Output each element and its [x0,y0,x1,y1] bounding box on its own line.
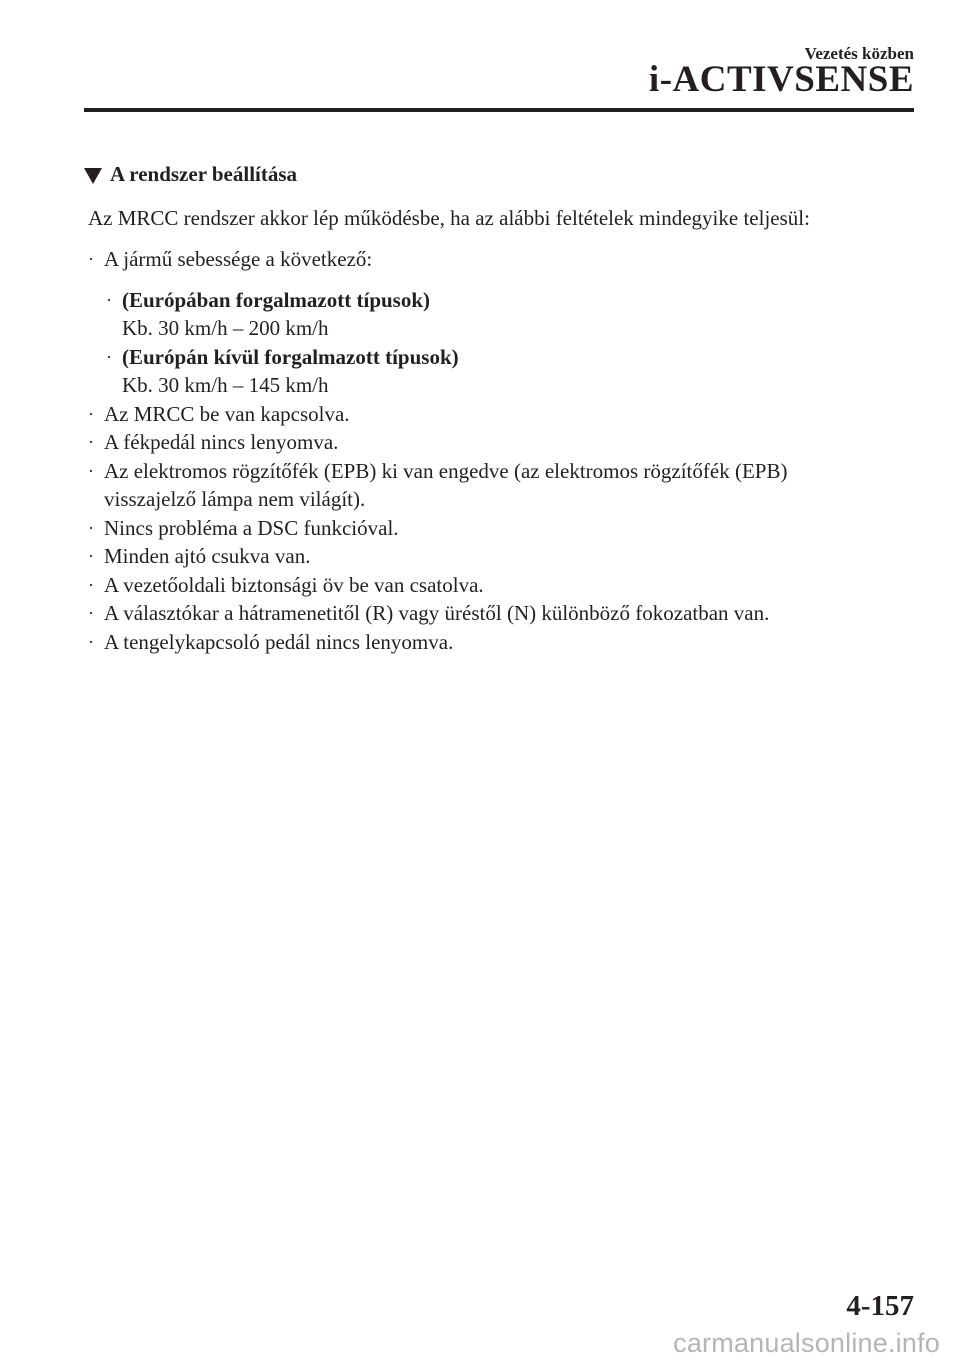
sub-item-europe [88,286,908,343]
sub-item-value: Kb. 30 km/h – 200 km/h [122,316,329,340]
bullet: · [88,631,94,652]
list-item-text: Nincs probléma a DSC funkcióval. [104,515,399,540]
list-item-doors [88,542,908,571]
list-item-selector [88,599,908,628]
list-item-text: A vezetőoldali biztonsági öv be van csatolva. [104,572,484,597]
bullet: · [88,517,94,538]
sub-item-title: (Európán kívül forgalmazott típusok) [122,344,459,369]
list-item-text: A tengelykapcsoló pedál nincs lenyomva. [104,629,454,654]
watermark-link[interactable]: carmanualsonline.info [673,1328,940,1358]
list-item-text-line2: visszajelző lámpa nem világít). [104,487,366,511]
list-item-text: Minden ajtó csukva van. [104,544,311,568]
list-item-text: A fékpedál nincs lenyomva. [104,430,339,454]
sub-item-non-europe [88,343,908,400]
list-item-seatbelt [88,571,908,600]
bullet: · [106,346,112,367]
list-item-text: Az MRCC be van kapcsolva. [104,401,350,426]
bullet: · [88,574,94,595]
list-item-epb [88,457,908,514]
list-item-text: A jármű sebessége a következő: [104,247,373,271]
page-number: 4-157 [846,1290,914,1322]
bullet: · [88,403,94,424]
bullet: · [88,603,94,623]
bullet: · [88,460,94,481]
list-item-speed [88,245,908,274]
conditions-list [88,245,908,656]
bullet: · [88,249,94,269]
section-heading [84,162,297,187]
section-heading-text: A rendszer beállítása [110,162,298,186]
list-item-dsc [88,514,908,543]
header-divider [84,108,914,112]
sub-item-value: Kb. 30 km/h – 145 km/h [122,373,329,397]
intro-paragraph: Az MRCC rendszer akkor lép működésbe, ha az alábbi feltételek mindegyike teljesül: [88,206,810,230]
triangle-down-icon [84,168,102,184]
sub-item-title: (Európában forgalmazott típusok) [122,287,431,312]
list-item-brake-pedal [88,428,908,457]
list-item-text-line1: Az elektromos rögzítőfék (EPB) ki van engedve (az elektromos rögzítőfék (EPB) [104,458,788,483]
list-item-mrcc-on [88,400,908,429]
header-section-name: Vezetés közben [804,44,914,63]
bullet: · [106,289,112,310]
bullet: · [88,546,94,566]
bullet: · [88,432,94,452]
list-item-clutch [88,628,908,657]
header-chapter-title: i-ACTIVSENSE [648,59,914,100]
list-item-text: A választókar a hátramenetitől (R) vagy üréstől (N) különböző fokozatban van. [104,601,770,625]
